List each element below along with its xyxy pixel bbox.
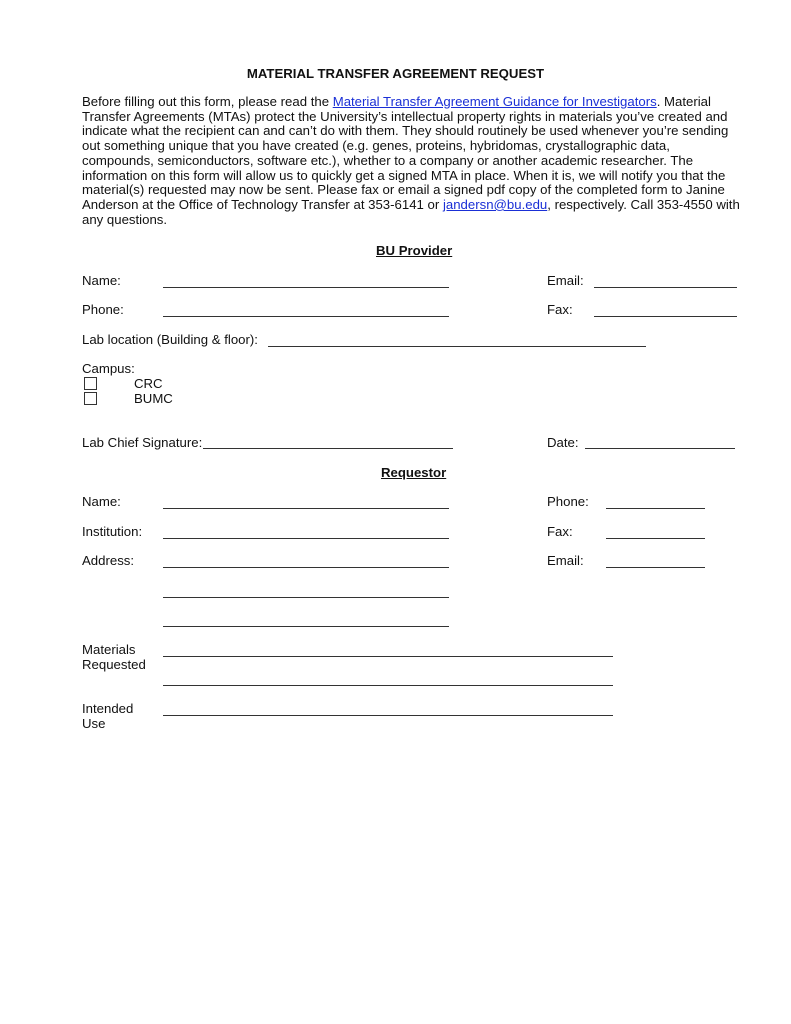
materials-requested-label-line-2: Requested: [82, 657, 146, 672]
lab-chief-signature-label: Lab Chief Signature:: [82, 435, 203, 450]
provider-fax-label: Fax:: [547, 302, 573, 317]
provider-phone-field[interactable]: [163, 316, 449, 317]
date-label: Date:: [547, 435, 579, 450]
address-label: Address:: [82, 553, 135, 568]
lab-chief-signature-field[interactable]: [203, 448, 453, 449]
requestor-name-field[interactable]: [163, 508, 449, 509]
email-link[interactable]: jandersn@bu.edu: [442, 196, 548, 212]
campus-label: Campus:: [82, 361, 135, 376]
lab-location-label: Lab location (Building & floor):: [82, 332, 258, 347]
materials-requested-field-line-2[interactable]: [163, 685, 613, 686]
bu-provider-heading: BU Provider: [376, 243, 453, 258]
institution-field[interactable]: [163, 538, 449, 539]
provider-name-field[interactable]: [163, 287, 449, 288]
institution-label: Institution:: [82, 524, 143, 539]
requestor-email-label: Email:: [547, 553, 584, 568]
date-field[interactable]: [585, 448, 735, 449]
intro-text: Before filling out this form, please read the: [82, 94, 333, 109]
requestor-fax-label: Fax:: [547, 524, 573, 539]
campus-bumc-label: BUMC: [134, 391, 173, 406]
provider-email-label: Email:: [547, 273, 584, 288]
provider-phone-label: Phone:: [82, 302, 124, 317]
requestor-name-label: Name:: [82, 494, 121, 509]
intro-text: , respectively. Call 353-4550 with any questions.: [82, 196, 740, 227]
intended-use-label-line-2: Use: [82, 716, 106, 731]
campus-crc-checkbox[interactable]: [84, 377, 97, 390]
intro-text: . Material Transfer Agreements (MTAs) protect the University’s intellectual property rights in materials you’ve created and indicate what the recipient can and can’t do with them. They should routinely be used whenever you’re sending out something unique that you have created (e.g. genes, proteins, hybridomas, crystallographic data, compounds, semiconductors, software etc.), whether to a company or another academic researcher. The information on this form will allow us to quickly get a signed MTA in place. When it is, we will notify you that the material(s) requested may now be sent. Please fax or email a signed pdf copy of the completed form to Janine Anderson at the Office of Technology Transfer at 353-6141 or: [82, 94, 729, 212]
address-field-line-3[interactable]: [163, 626, 449, 627]
provider-email-field[interactable]: [594, 287, 737, 288]
intro-paragraph: [82, 95, 742, 227]
page-title: MATERIAL TRANSFER AGREEMENT REQUEST: [246, 66, 545, 81]
requestor-phone-field[interactable]: [606, 508, 705, 509]
requestor-heading: Requestor: [381, 465, 447, 480]
intended-use-field[interactable]: [163, 715, 613, 716]
intended-use-label-line-1: Intended: [82, 701, 134, 716]
lab-location-field[interactable]: [268, 346, 646, 347]
requestor-fax-field[interactable]: [606, 538, 705, 539]
address-field-line-1[interactable]: [163, 567, 449, 568]
address-field-line-2[interactable]: [163, 597, 449, 598]
campus-crc-label: CRC: [134, 376, 163, 391]
guidance-link[interactable]: Material Transfer Agreement Guidance for Investigators: [332, 94, 657, 109]
requestor-phone-label: Phone:: [547, 494, 589, 509]
requestor-email-field[interactable]: [606, 567, 705, 568]
provider-fax-field[interactable]: [594, 316, 737, 317]
provider-name-label: Name:: [82, 273, 121, 288]
materials-requested-label-line-1: Materials: [82, 642, 136, 657]
materials-requested-field-line-1[interactable]: [163, 656, 613, 657]
campus-bumc-checkbox[interactable]: [84, 392, 97, 405]
